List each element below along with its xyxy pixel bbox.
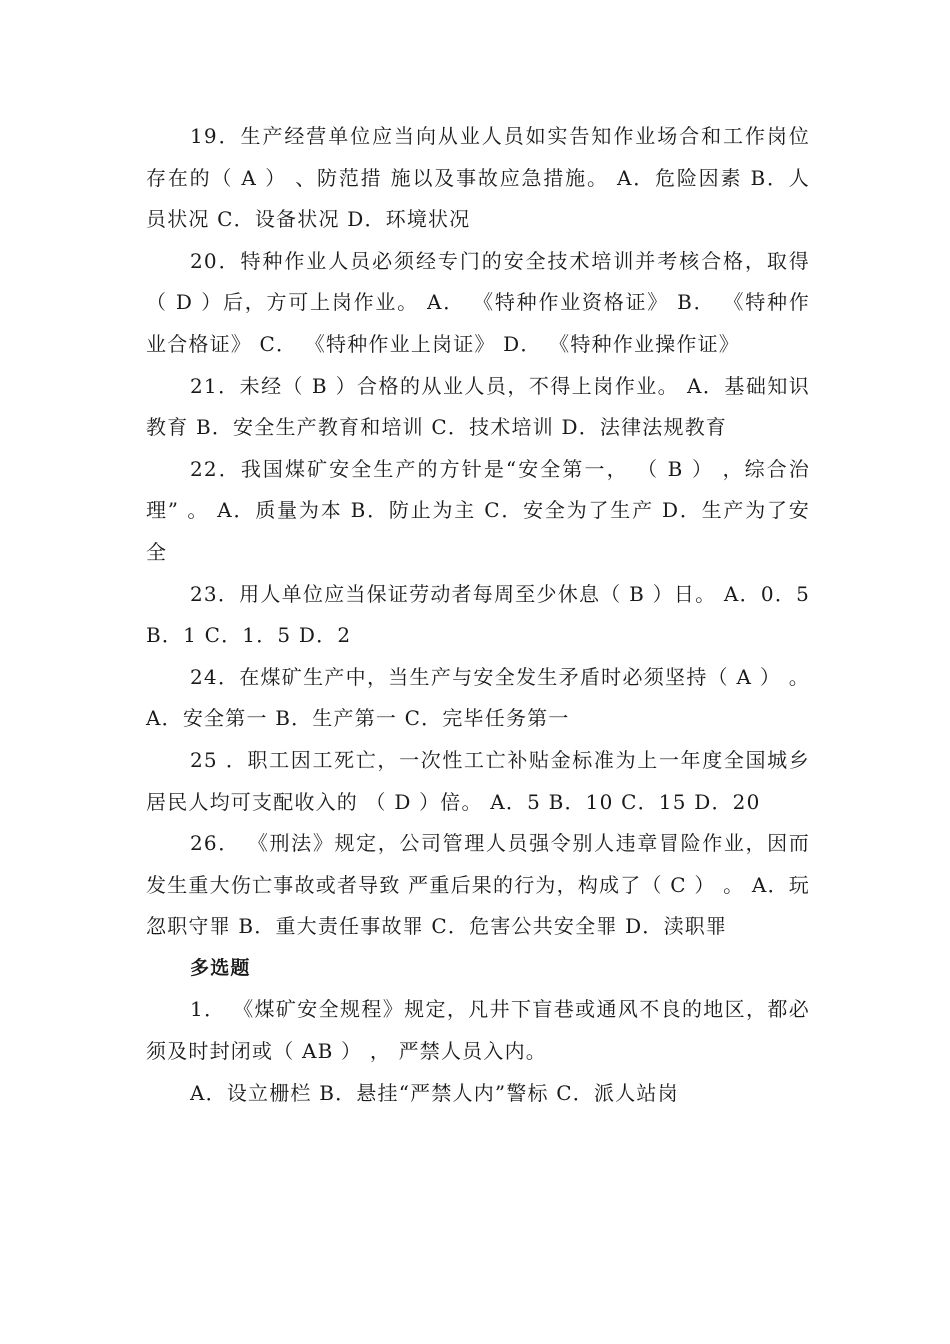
question-23: 23．用人单位应当保证劳动者每周至少休息（ B ）日。 A．0．5 B．1 C．1．5 D．2 [146, 581, 810, 648]
question-25: 25 ．职工因工死亡，一次性工亡补贴金标准为上一年度全国城乡居民人均可支配收入的 （ D ）倍。 A．5 B．10 C．15 D．20 [146, 747, 810, 814]
document-body [146, 116, 810, 1114]
question-21: 21．未经（ B ）合格的从业人员，不得上岗作业。 A．基础知识教育 B．安全生产教育和培训 C．技术培训 D．法律法规教育 [146, 373, 810, 440]
question-20: 20．特种作业人员必须经专门的安全技术培训并考核合格，取得（ D ）后，方可上岗作业。 A． 《特种作业资格证》 B． 《特种作业合格证》 C． 《特种作业上岗证》 D． 《特种作业操作证》 [146, 248, 810, 356]
question-22: 22．我国煤矿安全生产的方针是“安全第一， （ B ） ，综合治理” 。 A．质量为本 B．防止为主 C．安全为了生产 D．生产为了安全 [146, 456, 810, 564]
question-24: 24．在煤矿生产中，当生产与安全发生矛盾时必须坚持（ A ） 。 A．安全第一 B．生产第一 C．完毕任务第一 [146, 664, 810, 731]
multi-question-1: 1． 《煤矿安全规程》规定，凡井下盲巷或通风不良的地区，都必须及时封闭或（ AB ） ， 严禁人员入内。 [146, 997, 810, 1064]
question-26: 26． 《刑法》规定，公司管理人员强令别人违章冒险作业，因而发生重大伤亡事故或者导致 严重后果的行为，构成了（ C ） 。 A．玩忽职守罪 B．重大责任事故罪 C．危害公共安全罪 D．渎职罪 [146, 831, 810, 939]
section-heading-multiple-choice: 多选题 [190, 956, 251, 979]
multi-question-1-options: A．设立栅栏 B．悬挂“严禁人内”警标 C．派人站岗 [190, 1080, 679, 1105]
question-19: 19．生产经营单位应当向从业人员如实告知作业场合和工作岗位存在的（ A ） 、防范措 施以及事故应急措施。 A．危险因素 B．人员状况 C．设备状况 D．环境状况 [146, 124, 810, 232]
